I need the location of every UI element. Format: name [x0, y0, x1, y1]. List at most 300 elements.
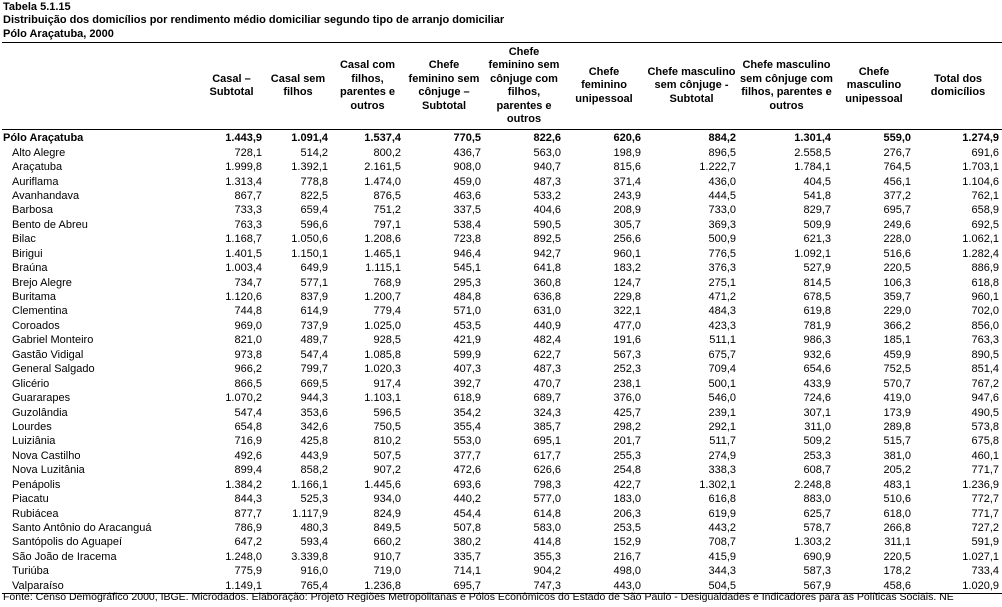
table-row — [2, 247, 1002, 261]
table-cell: 570,7 — [883, 377, 911, 390]
table-cell: 477,0 — [613, 319, 641, 332]
table-cell: 205,2 — [883, 464, 911, 477]
table-cell: 1.236,9 — [962, 478, 999, 491]
table-cell: 1.313,4 — [225, 175, 262, 188]
table-row — [2, 290, 1002, 304]
table-cell: 415,9 — [708, 550, 736, 563]
table-cell: 714,1 — [453, 565, 481, 578]
table-cell: 768,9 — [373, 276, 401, 289]
table-cell: 896,5 — [708, 146, 736, 159]
table-cell: 183,0 — [613, 493, 641, 506]
table-cell: 765,4 — [265, 579, 331, 594]
table-cell: 619,9 — [708, 507, 736, 520]
table-cell: 307,1 — [803, 406, 831, 419]
table-row — [2, 304, 1002, 318]
table-row — [2, 391, 1002, 405]
table-cell: 727,2 — [971, 522, 999, 535]
table-cell: 689,7 — [533, 392, 561, 405]
table-cell: 942,7 — [533, 247, 561, 260]
table-cell: 456,1 — [883, 175, 911, 188]
table-row — [2, 420, 1002, 434]
table-cell: 571,0 — [453, 305, 481, 318]
table-cell: 856,0 — [971, 319, 999, 332]
table-cell: 1.303,2 — [794, 536, 831, 549]
table-cell: 693,6 — [453, 478, 481, 491]
table-cell: 545,1 — [453, 262, 481, 275]
table-cell: 377,2 — [883, 189, 911, 202]
table-cell: 599,9 — [453, 348, 481, 361]
table-cell: 858,2 — [300, 464, 328, 477]
table-row — [2, 405, 1002, 419]
row-label: Nova Castilho — [12, 449, 81, 462]
table-cell: 1.474,0 — [364, 175, 401, 188]
table-cell: 404,6 — [533, 204, 561, 217]
table-cell: 547,4 — [300, 348, 328, 361]
table-cell: 884,2 — [708, 132, 736, 145]
row-label: Braúna — [12, 262, 48, 275]
table-cell: 376,0 — [613, 392, 641, 405]
table-cell: 621,3 — [803, 233, 831, 246]
table-cell: 617,7 — [533, 449, 561, 462]
table-cell: 583,0 — [533, 522, 561, 535]
table-cell: 249,6 — [883, 218, 911, 231]
table-cell: 173,9 — [883, 406, 911, 419]
column-header-municipio — [2, 43, 198, 130]
table-cell: 322,1 — [613, 305, 641, 318]
table-cell: 471,2 — [708, 291, 736, 304]
table-cell: 940,7 — [533, 161, 561, 174]
table-cell: 778,8 — [300, 175, 328, 188]
table-cell: 1.401,5 — [225, 247, 262, 260]
table-cell: 533,2 — [533, 189, 561, 202]
table-cell: 510,6 — [883, 493, 911, 506]
table-row — [2, 362, 1002, 376]
table-cell: 541,8 — [803, 189, 831, 202]
table-cell: 1.236,8 — [331, 579, 404, 594]
table-cell: 256,6 — [613, 233, 641, 246]
table-row — [2, 492, 1002, 506]
table-cell: 538,4 — [453, 218, 481, 231]
table-cell: 728,1 — [234, 146, 262, 159]
table-cell: 404,5 — [803, 175, 831, 188]
table-cell: 487,3 — [533, 175, 561, 188]
income-table — [2, 42, 1002, 594]
table-cell: 947,6 — [971, 392, 999, 405]
table-cell: 553,0 — [453, 435, 481, 448]
table-cell: 191,6 — [613, 334, 641, 347]
table-cell: 504,5 — [644, 579, 739, 594]
table-cell: 198,9 — [613, 146, 641, 159]
table-cell: 641,8 — [533, 262, 561, 275]
table-cell: 1.537,4 — [364, 132, 401, 145]
table-cell: 618,0 — [883, 507, 911, 520]
table-cell: 849,5 — [373, 522, 401, 535]
row-label: Rubiácea — [12, 507, 59, 520]
table-cell: 1.282,4 — [962, 247, 999, 260]
table-cell: 380,2 — [453, 536, 481, 549]
table-cell: 647,2 — [234, 536, 262, 549]
table-cell: 618,8 — [971, 276, 999, 289]
table-cell: 737,9 — [300, 319, 328, 332]
table-cell: 1.070,2 — [225, 392, 262, 405]
row-label: Glicério — [12, 377, 50, 390]
table-row — [2, 521, 1002, 535]
table-cell: 206,3 — [613, 507, 641, 520]
table-row — [2, 376, 1002, 390]
table-cell: 654,8 — [234, 420, 262, 433]
table-cell: 483,1 — [883, 478, 911, 491]
row-label: Gastão Vidigal — [12, 348, 84, 361]
table-row — [2, 535, 1002, 549]
table-cell: 563,0 — [533, 146, 561, 159]
table-cell: 492,6 — [234, 449, 262, 462]
table-cell: 2.161,5 — [364, 161, 401, 174]
table-cell: 723,8 — [453, 233, 481, 246]
table-cell: 472,6 — [453, 464, 481, 477]
table-cell: 907,2 — [373, 464, 401, 477]
table-cell: 763,3 — [971, 334, 999, 347]
table-cell: 752,5 — [883, 363, 911, 376]
table-cell: 733,4 — [971, 565, 999, 578]
column-header: Casal sem filhos — [265, 43, 331, 130]
table-cell: 867,7 — [234, 189, 262, 202]
column-header: Chefe masculino unipessoal — [834, 43, 914, 130]
table-cell: 1.200,7 — [364, 291, 401, 304]
table-cell: 201,7 — [613, 435, 641, 448]
table-cell: 511,1 — [709, 334, 736, 347]
table-cell: 298,2 — [613, 420, 641, 433]
table-cell: 946,4 — [453, 247, 481, 260]
table-cell: 1.208,6 — [364, 233, 401, 246]
table-cell: 487,3 — [533, 363, 561, 376]
table-cell: 567,3 — [613, 348, 641, 361]
table-cell: 392,7 — [453, 377, 481, 390]
table-cell: 1.020,3 — [364, 363, 401, 376]
table-cell: 238,1 — [613, 377, 641, 390]
table-cell: 266,8 — [883, 522, 911, 535]
table-cell: 776,5 — [708, 247, 736, 260]
table-cell: 675,8 — [971, 435, 999, 448]
table-cell: 883,0 — [803, 493, 831, 506]
row-label: São João de Iracema — [12, 550, 117, 563]
table-cell: 649,9 — [300, 262, 328, 275]
table-cell: 904,2 — [533, 565, 561, 578]
table-cell: 407,3 — [453, 363, 481, 376]
table-cell: 276,7 — [883, 146, 911, 159]
row-label: Barbosa — [12, 204, 53, 217]
table-cell: 799,7 — [300, 363, 328, 376]
table-cell: 910,7 — [373, 550, 401, 563]
table-cell: 969,0 — [234, 319, 262, 332]
table-cell: 355,4 — [453, 420, 481, 433]
table-cell: 1.104,6 — [962, 175, 999, 188]
table-cell: 1.149,1 — [198, 579, 265, 594]
column-header: Casal – Subtotal — [198, 43, 265, 130]
column-header: Chefe feminino unipessoal — [564, 43, 644, 130]
table-row — [2, 261, 1002, 275]
table-cell: 253,3 — [803, 449, 831, 462]
row-label: Auriflama — [12, 175, 59, 188]
table-cell: 490,5 — [971, 406, 999, 419]
table-cell: 899,4 — [234, 464, 262, 477]
table-cell: 596,5 — [373, 406, 401, 419]
table-cell: 844,3 — [234, 493, 262, 506]
table-cell: 695,1 — [533, 435, 561, 448]
table-cell: 744,8 — [234, 305, 262, 318]
table-cell: 763,3 — [234, 218, 262, 231]
header-row — [2, 43, 1002, 130]
table-cell: 152,9 — [613, 536, 641, 549]
table-cell: 253,5 — [613, 522, 641, 535]
table-cell: 500,1 — [708, 377, 736, 390]
table-cell: 385,7 — [533, 420, 561, 433]
table-cell: 311,1 — [884, 536, 911, 549]
table-cell: 436,7 — [453, 146, 481, 159]
table-cell: 335,7 — [453, 550, 481, 563]
table-cell: 916,0 — [300, 565, 328, 578]
row-label: Valparaíso — [2, 579, 198, 594]
table-cell: 444,5 — [708, 189, 736, 202]
table-cell: 815,6 — [613, 161, 641, 174]
table-cell: 459,0 — [453, 175, 481, 188]
table-cell: 577,0 — [533, 493, 561, 506]
table-cell: 917,4 — [373, 377, 401, 390]
table-cell: 797,1 — [373, 218, 401, 231]
table-cell: 1.784,1 — [794, 161, 831, 174]
table-cell: 877,7 — [234, 507, 262, 520]
table-cell: 691,6 — [971, 146, 999, 159]
table-cell: 459,9 — [883, 348, 911, 361]
table-cell: 239,1 — [708, 406, 736, 419]
table-cell: 708,7 — [708, 536, 736, 549]
table-titles — [3, 1, 504, 41]
table-cell: 851,4 — [971, 363, 999, 376]
table-cell: 484,8 — [453, 291, 481, 304]
table-cell: 3.339,8 — [291, 550, 328, 563]
table-cell: 1.103,1 — [364, 392, 401, 405]
table-cell: 800,2 — [373, 146, 401, 159]
table-cell: 591,9 — [971, 536, 999, 549]
table-cell: 1.050,6 — [291, 233, 328, 246]
table-cell: 507,5 — [373, 449, 401, 462]
table-cell: 890,5 — [971, 348, 999, 361]
table-cell: 829,7 — [803, 204, 831, 217]
table-row — [2, 218, 1002, 232]
table-cell: 460,1 — [971, 449, 999, 462]
table-cell: 274,9 — [708, 449, 736, 462]
row-label: Penápolis — [12, 478, 61, 491]
table-cell: 747,3 — [484, 579, 564, 594]
column-header: Chefe feminino sem cônjuge com filhos, parentes e outros — [484, 43, 564, 130]
table-cell: 771,7 — [971, 507, 999, 520]
table-cell: 178,2 — [883, 565, 911, 578]
table-cell: 764,5 — [883, 161, 911, 174]
table-cell: 886,9 — [971, 262, 999, 275]
row-label: Luiziânia — [12, 435, 56, 448]
table-cell: 1.120,6 — [225, 291, 262, 304]
table-cell: 337,5 — [453, 204, 481, 217]
table-cell: 1.025,0 — [364, 319, 401, 332]
table-cell: 1.150,1 — [291, 247, 328, 260]
row-label: Santópolis do Aguapeí — [12, 536, 123, 549]
table-cell: 762,1 — [971, 189, 999, 202]
table-cell: 489,7 — [300, 334, 328, 347]
row-label: Guzolândia — [12, 406, 68, 419]
table-cell: 934,0 — [373, 493, 401, 506]
row-label: Lourdes — [12, 420, 52, 433]
table-cell: 423,3 — [708, 319, 736, 332]
table-cell: 353,6 — [300, 406, 328, 419]
table-cell: 220,5 — [883, 262, 911, 275]
column-header: Chefe masculino sem cônjuge com filhos, parentes e outros — [739, 43, 834, 130]
table-cell: 381,0 — [883, 449, 911, 462]
table-cell: 324,3 — [533, 406, 561, 419]
table-cell: 1.999,8 — [225, 161, 262, 174]
table-cell: 546,0 — [708, 392, 736, 405]
table-cell: 944,3 — [300, 392, 328, 405]
table-cell: 631,0 — [533, 305, 561, 318]
table-cell: 2.248,8 — [794, 478, 831, 491]
row-label: Clementina — [12, 305, 68, 318]
table-cell: 733,0 — [708, 204, 736, 217]
table-cell: 305,7 — [613, 218, 641, 231]
table-cell: 208,9 — [613, 204, 641, 217]
table-cell: 507,8 — [453, 522, 481, 535]
row-label: Piacatu — [12, 493, 49, 506]
table-cell: 124,7 — [613, 276, 641, 289]
table-cell: 675,7 — [708, 348, 736, 361]
table-cell: 498,0 — [613, 565, 641, 578]
table-cell: 436,0 — [708, 175, 736, 188]
table-cell: 366,2 — [883, 319, 911, 332]
table-cell: 960,1 — [613, 247, 641, 260]
table-cell: 1.222,7 — [699, 161, 736, 174]
row-label: Araçatuba — [12, 161, 63, 174]
table-cell: 1.020,9 — [914, 579, 1002, 594]
source-note: Fonte: Censo Demográfico 2000, IBGE. Microdados. Elaboração: Projeto Regiões Metropolitanas e Pólos Econômicos do Estado de São Paulo - Desigualdades e Indicadores para as Políticas Sociais. NE — [3, 591, 954, 603]
table-cell: 421,9 — [453, 334, 481, 347]
table-cell: 515,7 — [883, 435, 911, 448]
row-label: General Salgado — [12, 363, 95, 376]
table-cell: 463,6 — [453, 189, 481, 202]
table-cell: 618,9 — [453, 392, 481, 405]
table-cell: 750,5 — [373, 420, 401, 433]
row-label: Bilac — [12, 233, 36, 246]
table-cell: 1.392,1 — [291, 161, 328, 174]
table-cell: 781,9 — [803, 319, 831, 332]
table-cell: 344,3 — [708, 565, 736, 578]
table-cell: 596,6 — [300, 218, 328, 231]
table-row — [2, 203, 1002, 217]
row-label: Gabriel Monteiro — [12, 334, 94, 347]
table-cell: 577,1 — [300, 276, 328, 289]
table-cell: 587,3 — [803, 565, 831, 578]
row-label: Avanhandava — [12, 189, 80, 202]
table-cell: 678,5 — [803, 291, 831, 304]
table-cell: 311,0 — [804, 420, 831, 433]
table-cell: 509,2 — [803, 435, 831, 448]
table-cell: 986,3 — [803, 334, 831, 347]
table-cell: 220,5 — [883, 550, 911, 563]
table-cell: 2.558,5 — [794, 146, 831, 159]
table-row — [2, 463, 1002, 477]
table-cell: 527,9 — [803, 262, 831, 275]
table-row — [2, 434, 1002, 448]
table-cell: 695,7 — [883, 204, 911, 217]
table-cell: 1.301,4 — [794, 132, 831, 145]
table-cell: 619,8 — [803, 305, 831, 318]
table-cell: 1.703,1 — [962, 161, 999, 174]
table-cell: 1.085,8 — [364, 348, 401, 361]
table-row — [2, 564, 1002, 578]
table-cell: 786,9 — [234, 522, 262, 535]
table-cell: 514,2 — [300, 146, 328, 159]
table-title: Distribuição dos domicílios por rendimento médio domiciliar segundo tipo de arranjo domiciliar — [3, 14, 505, 27]
table-cell: 106,3 — [883, 276, 911, 289]
table-cell: 458,6 — [834, 579, 914, 594]
table-cell: 414,8 — [533, 536, 561, 549]
table-cell: 480,3 — [300, 522, 328, 535]
table-cell: 360,8 — [533, 276, 561, 289]
table-cell: 252,3 — [613, 363, 641, 376]
table-cell: 516,6 — [883, 247, 911, 260]
table-cell: 433,9 — [803, 377, 831, 390]
table-row — [2, 232, 1002, 246]
table-cell: 824,9 — [373, 507, 401, 520]
table-cell: 376,3 — [708, 262, 736, 275]
table-cell: 973,8 — [234, 348, 262, 361]
table-cell: 659,4 — [300, 204, 328, 217]
table-cell: 255,3 — [613, 449, 641, 462]
table-cell: 779,4 — [373, 305, 401, 318]
table-label: Tabela 5.1.15 — [3, 1, 71, 13]
table-cell: 695,7 — [404, 579, 484, 594]
table-cell: 185,1 — [883, 334, 911, 347]
table-cell: 821,0 — [234, 334, 262, 347]
table-cell: 876,5 — [373, 189, 401, 202]
table-cell: 1.248,0 — [225, 550, 262, 563]
table-cell: 482,4 — [533, 334, 561, 347]
table-cell: 183,2 — [613, 262, 641, 275]
column-header: Casal com filhos, parentes e outros — [331, 43, 404, 130]
column-header: Chefe masculino sem cônjuge - Subtotal — [644, 43, 739, 130]
table-cell: 1.302,1 — [699, 478, 736, 491]
table-cell: 1.062,1 — [962, 233, 999, 246]
table-cell: 1.465,1 — [364, 247, 401, 260]
table-cell: 620,6 — [613, 132, 641, 145]
table-cell: 771,7 — [971, 464, 999, 477]
table-cell: 690,9 — [803, 550, 831, 563]
table-cell: 837,9 — [300, 291, 328, 304]
table-cell: 636,8 — [533, 291, 561, 304]
table-cell: 443,0 — [564, 579, 644, 594]
table-cell: 295,3 — [453, 276, 481, 289]
table-cell: 1.115,1 — [365, 262, 401, 275]
table-cell: 229,8 — [613, 291, 641, 304]
table-cell: 751,2 — [373, 204, 401, 217]
table-cell: 377,7 — [453, 449, 481, 462]
table-cell: 289,8 — [883, 420, 911, 433]
table-cell: 616,8 — [708, 493, 736, 506]
table-cell: 338,3 — [708, 464, 736, 477]
table-cell: 454,4 — [453, 507, 481, 520]
table-cell: 359,7 — [883, 291, 911, 304]
table-cell: 593,4 — [300, 536, 328, 549]
row-label: Buritama — [12, 291, 57, 304]
table-cell: 567,9 — [739, 579, 834, 594]
table-cell: 443,2 — [708, 522, 736, 535]
row-label: Brejo Alegre — [12, 276, 72, 289]
